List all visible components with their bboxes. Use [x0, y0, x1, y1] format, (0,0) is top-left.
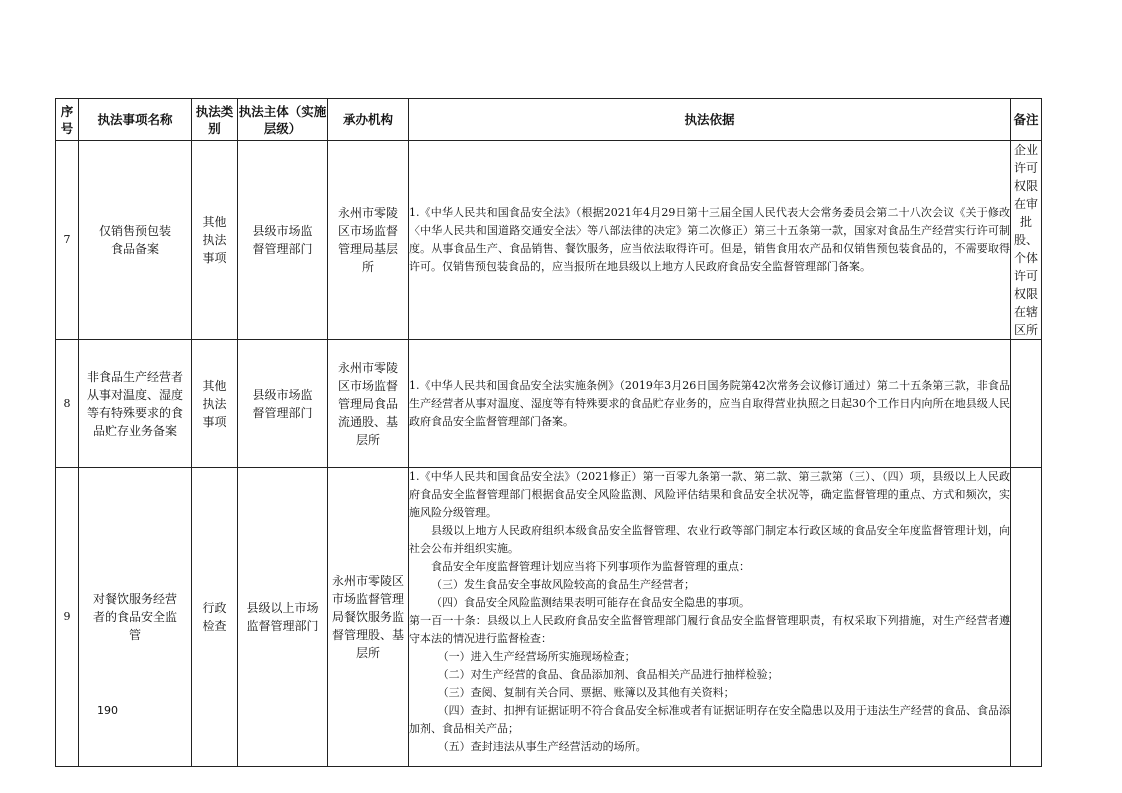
row-no: 8	[56, 340, 79, 468]
row-category: 其他执法事项	[192, 141, 238, 340]
row-note	[1011, 340, 1042, 468]
row-subject: 县级市场监督管理部门	[238, 141, 328, 340]
header-row	[56, 99, 1042, 141]
table-row	[56, 340, 1042, 468]
header-note: 备注	[1011, 99, 1042, 141]
row-note	[1011, 468, 1042, 767]
header-category: 执法类别	[192, 99, 238, 141]
header-name: 执法事项名称	[79, 99, 192, 141]
row-no: 9	[56, 468, 79, 767]
page-number: 190	[97, 704, 118, 717]
basis-paragraph: （四）食品安全风险监测结果表明可能存在食品安全隐患的事项。	[431, 596, 750, 609]
row-subject: 县级以上市场监督管理部门	[238, 468, 328, 767]
row-basis	[409, 340, 1011, 468]
basis-paragraph: 1.《中华人民共和国食品安全法》（根据2021年4月29日第十三届全国人民代表大会常务委员会第二十八次会议《关于修改〈中华人民共和国道路交通安全法〉等八部法律的决定》第二次修正）第三十五条第一款，国家对食品生产经营实行许可制度。从事食品生产、食品销售、餐饮服务，应当依法取得许可。但是，销售食用农产品和仅销售预包装食品的，不需要取得许可。仅销售预包装食品的，应当报所在地县级以上地方人民政府食品安全监督管理部门备案。	[409, 206, 1010, 273]
basis-paragraph: 1.《中华人民共和国食品安全法实施条例》（2019年3月26日国务院第42次常务会议修订通过）第二十五条第三款，非食品生产经营者从事对温度、湿度等有特殊要求的食品贮存业务的，应当自取得营业执照之日起30个工作日内向所在地县级人民政府食品安全监督管理部门备案。	[409, 378, 1010, 428]
basis-paragraph: 食品安全年度监督管理计划应当将下列事项作为监督管理的重点：	[431, 560, 750, 573]
header-agency: 承办机构	[328, 99, 409, 141]
row-basis	[409, 468, 1011, 767]
row-name: 对餐饮服务经营者的食品安全监管	[79, 468, 192, 767]
row-name: 仅销售预包装食品备案	[79, 141, 192, 340]
header-subject: 执法主体（实施层级）	[238, 99, 328, 141]
enforcement-table	[55, 98, 1042, 767]
basis-paragraph: （三）发生食品安全事故风险较高的食品生产经营者；	[431, 578, 695, 591]
row-basis	[409, 141, 1011, 340]
header-no: 序号	[56, 99, 79, 141]
row-subject: 县级市场监督管理部门	[238, 340, 328, 468]
basis-paragraph: （五）查封违法从事生产经营活动的场所。	[437, 740, 647, 753]
row-agency: 永州市零陵区市场监督管理局餐饮服务监督管理股、基层所	[328, 468, 409, 767]
basis-paragraph: 1.《中华人民共和国食品安全法》（2021修正）第一百零九条第一款、第二款、第三款第（三）、（四）项，县级以上人民政府食品安全监督管理部门根据食品安全风险监测、风险评估结果和食品安全状况等，确定监督管理的重点、方式和频次，实施风险分级管理。	[409, 470, 1010, 519]
row-agency: 永州市零陵区市场监督管理局食品流通股、基层所	[328, 340, 409, 468]
row-no: 7	[56, 141, 79, 340]
header-basis: 执法依据	[409, 99, 1011, 141]
row-agency: 永州市零陵区市场监督管理局基层所	[328, 141, 409, 340]
basis-paragraph: （二）对生产经营的食品、食品添加剂、食品相关产品进行抽样检验；	[437, 668, 779, 681]
basis-paragraph: （四）查封、扣押有证据证明不符合食品安全标准或者有证据证明存在安全隐患以及用于违法生产经营的食品、食品添加剂、食品相关产品；	[409, 704, 1010, 735]
row-name: 非食品生产经营者从事对温度、湿度等有特殊要求的食品贮存业务备案	[79, 340, 192, 468]
basis-paragraph: 第一百一十条：县级以上人民政府食品安全监督管理部门履行食品安全监督管理职责，有权采取下列措施，对生产经营者遵守本法的情况进行监督检查：	[409, 614, 1010, 645]
basis-paragraph: （一）进入生产经营场所实施现场检查；	[437, 650, 636, 663]
row-category: 其他执法事项	[192, 340, 238, 468]
basis-paragraph: 县级以上地方人民政府组织本级食品安全监督管理、农业行政等部门制定本行政区域的食品安全年度监督管理计划，向社会公布并组织实施。	[409, 524, 1010, 555]
row-category: 行政检查	[192, 468, 238, 767]
basis-paragraph: （三）查阅、复制有关合同、票据、账簿以及其他有关资料；	[437, 686, 735, 699]
table-row	[56, 141, 1042, 340]
table-row	[56, 468, 1042, 767]
row-note: 企业许可权限在审批股、个体许可权限在辖区所	[1011, 141, 1042, 340]
